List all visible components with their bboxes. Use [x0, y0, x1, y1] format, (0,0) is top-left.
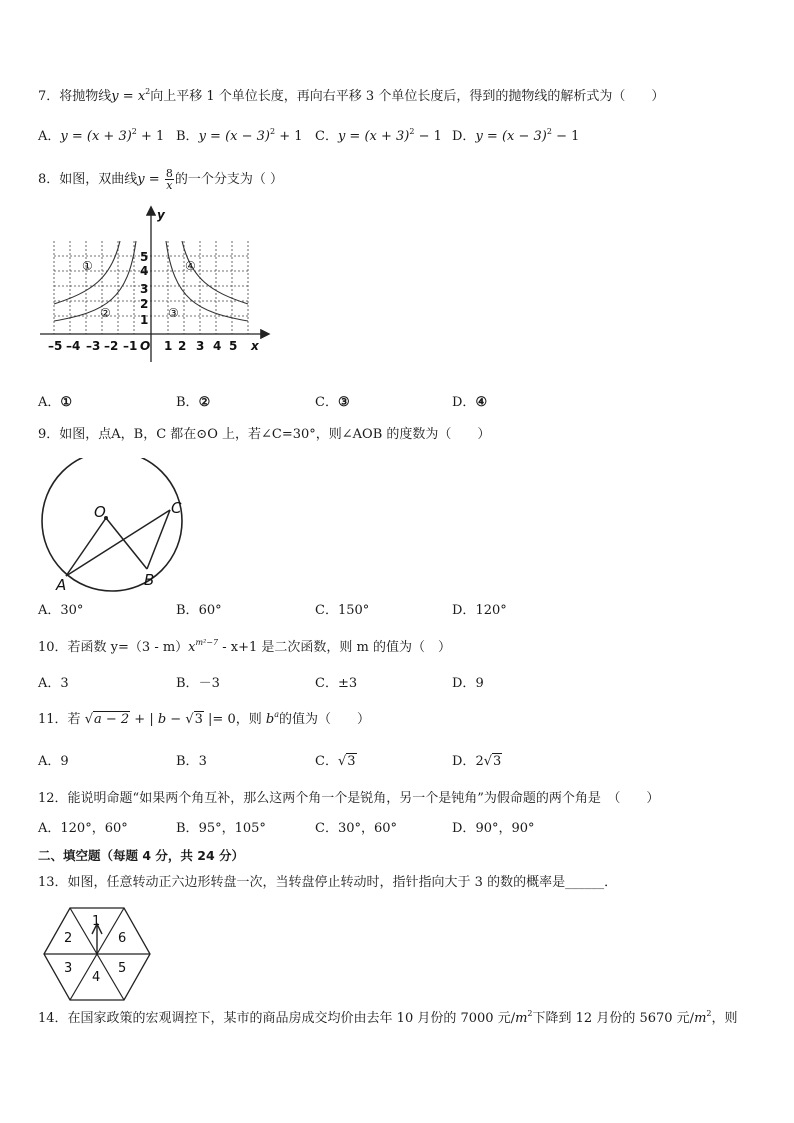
- q11-option-a[interactable]: A．9: [38, 754, 69, 769]
- svg-text:–5: –5: [48, 339, 63, 353]
- q10-option-d[interactable]: D．9: [452, 676, 484, 691]
- q11-stem: 11．若 √a − 2 + | b − √3 |= 0，则 $b^a$的值为（ ）: [38, 710, 370, 727]
- q12-option-b[interactable]: B．95°，105°: [176, 821, 266, 836]
- q10-option-c[interactable]: C．±3: [315, 676, 358, 691]
- segment-6: 6: [118, 931, 127, 946]
- svg-text:4: 4: [213, 339, 222, 353]
- label-a: A: [56, 576, 67, 594]
- q9-option-a[interactable]: A．30°: [38, 603, 84, 618]
- section-heading-fill-in: 二、填空题（每题 4 分，共 24 分）: [38, 848, 245, 863]
- segment-1: 1: [92, 914, 101, 929]
- q12-stem: 12．能说明命题“如果两个角互补，那么这两个角一个是锐角，另一个是钝角”为假命题的两个角是 （ ）: [38, 791, 660, 806]
- q9-option-b[interactable]: B．60°: [176, 603, 222, 618]
- y-tick-labels: [140, 250, 148, 327]
- q11-option-b[interactable]: B．3: [176, 754, 207, 769]
- svg-text:–2: –2: [104, 339, 119, 353]
- q13-hexagon-spinner: [42, 906, 154, 1002]
- svg-text:3: 3: [196, 339, 205, 353]
- q9-stem: 9．如图，点A，B，C 都在⊙O 上，若∠C=30°，则∠AOB 的度数为（ ）: [38, 427, 491, 442]
- label-o: O: [94, 503, 106, 521]
- svg-text:5: 5: [229, 339, 238, 353]
- q8-option-d[interactable]: D．④: [452, 395, 488, 410]
- q8-stem: 8．如图，双曲线y = $\frac{8}{x}$ 的一个分支为（ ）: [38, 167, 283, 192]
- svg-text:1: 1: [140, 313, 149, 327]
- segment-bc: [147, 510, 170, 569]
- svg-text:4: 4: [140, 264, 149, 278]
- q7-option-d[interactable]: D．$y = (x - 3)^2 - 1$: [452, 127, 580, 144]
- branch-2-curve: [54, 241, 136, 321]
- svg-text:1: 1: [164, 339, 173, 353]
- svg-text:2: 2: [140, 297, 149, 311]
- branch-region-labels: [82, 259, 196, 320]
- label-b: B: [144, 571, 155, 589]
- svg-text:2: 2: [178, 339, 187, 353]
- q8-hyperbola-graph: [36, 204, 272, 364]
- svg-text:–3: –3: [86, 339, 101, 353]
- q14-stem: 14．在国家政策的宏观调控下，某市的商品房成交均价由去年 10 月份的 7000 元$/m^2$下降到 12 月份的 5670 元$/m^2$，则: [38, 1009, 738, 1026]
- q9-option-d[interactable]: D．120°: [452, 603, 507, 618]
- q12-option-c[interactable]: C．30°，60°: [315, 821, 398, 836]
- q10-option-a[interactable]: A．3: [38, 676, 69, 691]
- svg-text:5: 5: [140, 250, 149, 264]
- q8-option-b[interactable]: B．②: [176, 395, 211, 410]
- svg-text:3: 3: [140, 282, 149, 296]
- q8-option-c[interactable]: C．③: [315, 395, 350, 410]
- segment-4: 4: [92, 970, 101, 985]
- segment-ac: [66, 510, 170, 576]
- q10-stem: 10．若函数 $y=(3 - m)x^{m^2-7} - x+1$ 是二次函数，则 m 的值为（ ）: [38, 638, 451, 655]
- label-c: C: [171, 499, 182, 517]
- svg-text:①: ①: [82, 259, 93, 273]
- q8-option-a[interactable]: A．①: [38, 395, 73, 410]
- segment-oa: [66, 518, 106, 576]
- q10-option-b[interactable]: B．－3: [176, 676, 220, 691]
- svg-text:–4: –4: [66, 339, 81, 353]
- q9-circle-figure: [36, 458, 196, 594]
- q13-stem: 13．如图，任意转动正六边形转盘一次，当转盘停止转动时，指针指向大于 3 的数的概率是______．: [38, 875, 618, 890]
- q7-option-b[interactable]: B．$y = (x - 3)^2 + 1$: [176, 127, 303, 144]
- svg-text:④: ④: [185, 259, 196, 273]
- q8-fraction: $\frac{8}{x}$: [165, 167, 173, 192]
- segment-5: 5: [118, 961, 127, 976]
- q11-option-c[interactable]: C．√3: [315, 754, 356, 769]
- segment-3: 3: [64, 961, 73, 976]
- q12-option-d[interactable]: D．90°，90°: [452, 821, 535, 836]
- q9-option-c[interactable]: C．150°: [315, 603, 370, 618]
- origin-label: O: [140, 339, 151, 353]
- svg-text:②: ②: [100, 306, 111, 320]
- y-axis-label: y: [157, 208, 165, 222]
- q7-option-a[interactable]: A．$y = (x + 3)^2 + 1$: [38, 127, 165, 144]
- svg-text:–1: –1: [123, 339, 138, 353]
- x-axis-label: x: [251, 339, 259, 353]
- svg-text:③: ③: [168, 306, 179, 320]
- q7-stem: 7．将抛物线$y = x^2$向上平移 1 个单位长度，再向右平移 3 个单位长度后，得到的抛物线的解析式为（ ）: [38, 87, 665, 104]
- q11-option-d[interactable]: D．2√3: [452, 754, 502, 769]
- segment-2: 2: [64, 931, 73, 946]
- q12-option-a[interactable]: A．120°，60°: [38, 821, 128, 836]
- segment-ob: [106, 518, 147, 569]
- q7-option-c[interactable]: C．$y = (x + 3)^2 - 1$: [315, 127, 442, 144]
